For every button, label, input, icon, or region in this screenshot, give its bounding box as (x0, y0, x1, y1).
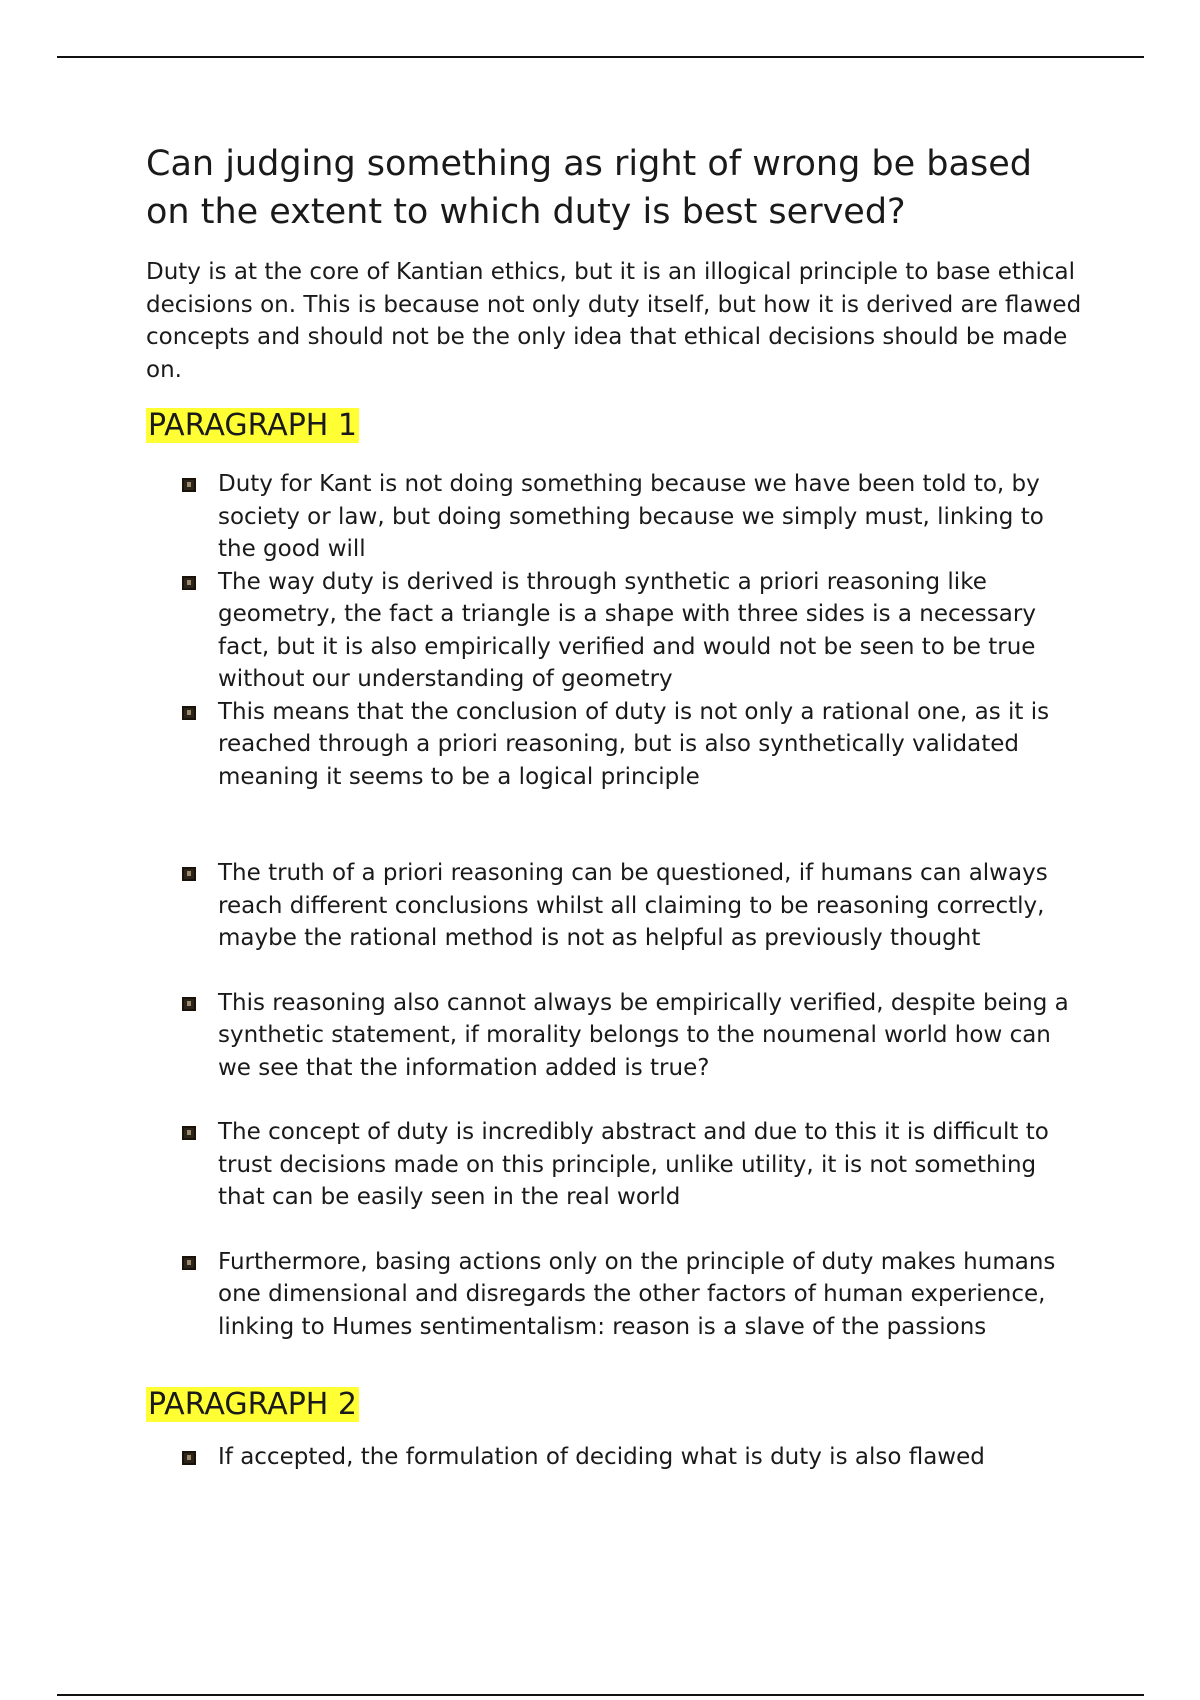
list-item (146, 566, 1086, 696)
list-item-text: The truth of a priori reasoning can be questioned, if humans can always reach different conclusions whilst all claiming to be reasoning correctly, maybe the rational method is not as helpful as previously thought (218, 860, 1048, 951)
list-item-text: The concept of duty is incredibly abstract and due to this it is difficult to trust decisions made on this principle, unlike utility, it is not something that can be easily seen in the real world (218, 1119, 1049, 1210)
square-bullet-icon (182, 997, 196, 1011)
list-item-text: Furthermore, basing actions only on the principle of duty makes humans one dimensional and disregards the other factors of human experience, linking to Humes sentimentalism: reason is a slave of the passions (218, 1248, 1056, 1340)
bottom-rule (57, 1694, 1144, 1696)
square-bullet-icon (182, 1256, 196, 1270)
list-item-text: Duty for Kant is not doing something because we have been told to, by society or law, but doing something because we simply must, linking to the good will (218, 471, 1044, 562)
intro-paragraph: Duty is at the core of Kantian ethics, but it is an illogical principle to base ethical decisions on. This is because not only duty itself, but how it is derived are flawed concepts and should not be the only idea that ethical decisions should be made on. (146, 259, 1082, 383)
square-bullet-icon (182, 576, 196, 590)
list-item (146, 1116, 1086, 1214)
document-body (146, 140, 1086, 1474)
highlighted-heading-text: PARAGRAPH 2 (148, 1387, 357, 1422)
square-bullet-icon (182, 478, 196, 492)
list-item (146, 1246, 1086, 1344)
document-title: Can judging something as right of wrong be based on the extent to which duty is best served? (146, 144, 1032, 232)
list-item-text: This means that the conclusion of duty is not only a rational one, as it is reached through a priori reasoning, but is also synthetically validated meaning it seems to be a logical principle (218, 698, 1050, 790)
highlighted-heading-text: PARAGRAPH 1 (148, 408, 357, 443)
list-item-text: If accepted, the formulation of deciding what is duty is also flawed (218, 1444, 985, 1470)
square-bullet-icon (182, 1126, 196, 1140)
square-bullet-icon (182, 706, 196, 720)
list-item (146, 857, 1086, 955)
top-rule (57, 56, 1144, 58)
list-item (146, 987, 1086, 1085)
list-item-text: This reasoning also cannot always be empirically verified, despite being a synthetic statement, if morality belongs to the noumenal world how can we see that the information added is true? (218, 989, 1069, 1081)
list-item (146, 1441, 1086, 1474)
list-item (146, 468, 1086, 566)
list-item (146, 696, 1086, 794)
paragraph-2-heading (146, 1385, 1086, 1425)
square-bullet-icon (182, 867, 196, 881)
square-bullet-icon (182, 1451, 196, 1465)
paragraph-2-bullet-list (146, 1441, 1086, 1474)
paragraph-1-bullet-list (146, 468, 1086, 1343)
list-item-text: The way duty is derived is through synthetic a priori reasoning like geometry, the fact a triangle is a shape with three sides is a necessary fact, but it is also empirically verified and would not be seen to be true without our understanding of geometry (218, 568, 1036, 692)
paragraph-1-heading (146, 406, 1086, 446)
